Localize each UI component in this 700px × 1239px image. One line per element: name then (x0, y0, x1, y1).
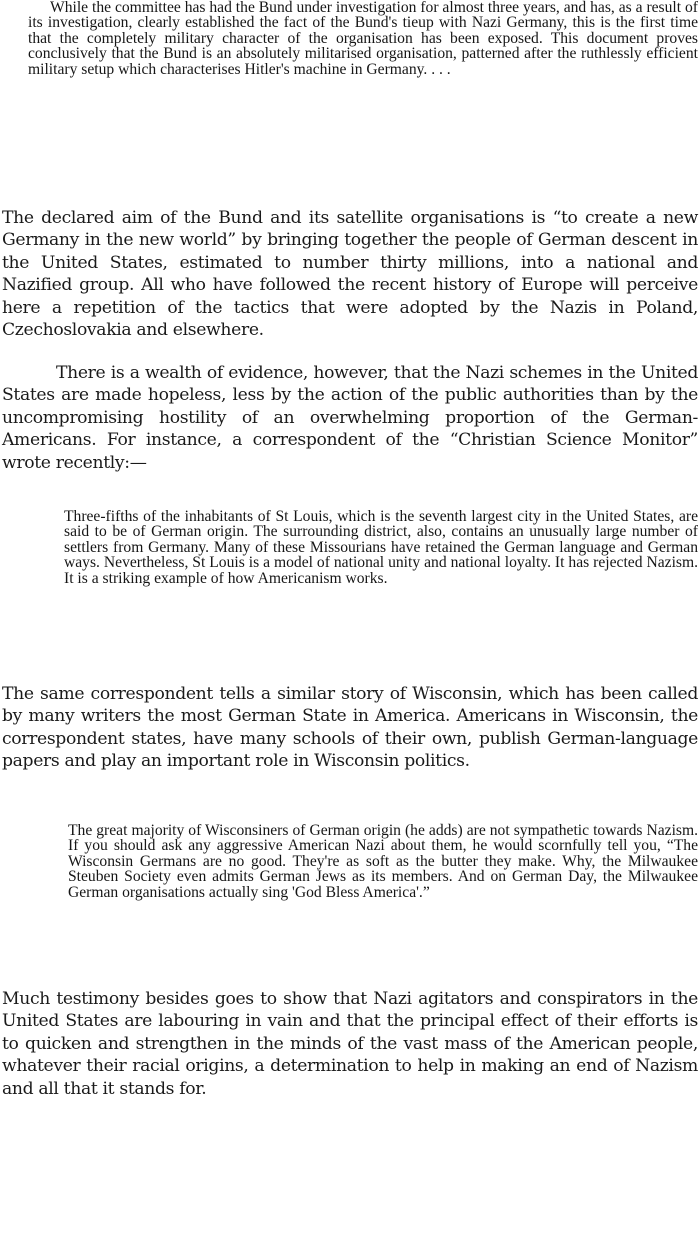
paragraph-wisconsin: The same correspondent tells a similar story of Wisconsin, which has been called by many writers the most German State in America. Americans in Wisconsin, the correspondent states, have many schools of their own, publish German-language papers and play an important role in Wisconsin politics. (2, 684, 698, 772)
paragraph-wealth-of-evidence: There is a wealth of evidence, however, that the Nazi schemes in the United States are made hopeless, less by the action of the public authorities than by the uncompromising hostility of an overwhelming proportion of the German-Americans. For instance, a correspondent of the “Christian Science Monitor” wrote recently:— (2, 363, 698, 473)
quote-wisconsin-germans: The great majority of Wisconsiners of German origin (he adds) are not sympathetic towards Nazism. If you should ask any aggressive American Nazi about them, he would scornfully tell you, “The Wisconsin Germans are no good. They're as soft as the butter they make. Why, the Milwaukee Steuben Society even admits German Jews as its members. And on German Day, the Milwaukee German organisations actually sing 'God Bless America'.” (68, 822, 698, 901)
quote-committee-report: While the committee has had the Bund under investigation for almost three years, and has, as a result of its investigation, clearly established the fact of the Bund's tieup with Nazi Germany, this is the first time that the completely military character of the organisation has been exposed. This document proves conclusively that the Bund is an absolutely militarised organisation, patterned after the ruthlessly efficient military setup which characterises Hitler's machine in Germany. . . . (28, 0, 698, 78)
paragraph-testimony: Much testimony besides goes to show that Nazi agitators and conspirators in the United States are labouring in vain and that the principal effect of their efforts is to quicken and strengthen in the minds of the vast mass of the American people, whatever their racial origins, a determination to help in making an end of Nazism and all that it stands for. (2, 989, 698, 1099)
quote-st-louis: Three-fifths of the inhabitants of St Louis, which is the seventh largest city in the United States, are said to be of German origin. The surrounding district, also, contains an unusually large number of settlers from Germany. Many of these Missourians have retained the German language and German ways. Nevertheless, St Louis is a model of national unity and national loyalty. It has rejected Nazism. It is a striking example of how Americanism works. (64, 508, 698, 587)
paragraph-bund-aim: The declared aim of the Bund and its satellite organisations is “to create a new Germany in the new world” by bringing together the people of German descent in the United States, estimated to number thirty millions, into a national and Nazified group. All who have followed the recent history of Europe will perceive here a repetition of the tactics that were adopted by the Nazis in Poland, Czechoslovakia and elsewhere. (2, 208, 698, 341)
